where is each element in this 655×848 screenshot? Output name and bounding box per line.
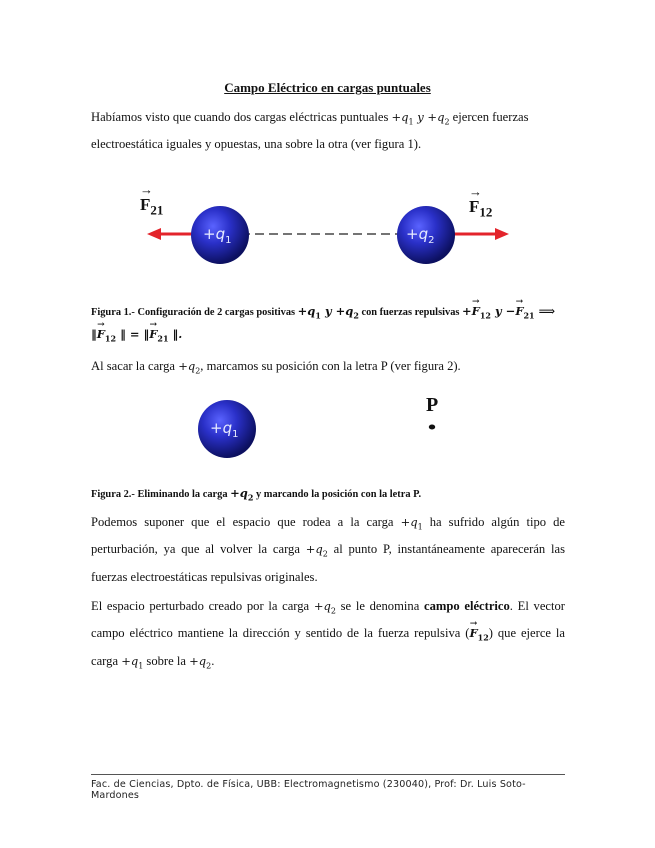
- page-title: Campo Eléctrico en cargas puntuales: [224, 80, 431, 95]
- footer-divider: [91, 774, 565, 775]
- figure-1-caption: Figura 1.- Configuración de 2 cargas positivas $+q_1$ $y +q_2$ con fuerzas repulsivas +→ $F_{12}$ $y -\to F_{21}$ ⟹ ‖→ $F_{12}$ ‖ = ‖→ $F_{21}$ ‖.: [91, 302, 565, 349]
- math-q1-y-q2: $+q_1$ $y +q_2$: [391, 110, 450, 127]
- point-p-label: P: [426, 394, 439, 416]
- figure-2: [91, 392, 565, 467]
- term-electric-field: campo eléctrico: [423, 599, 510, 613]
- force-label-f21: → $F_{21}$: [140, 182, 164, 218]
- removal-paragraph: Al sacar la carga $+q_2$, marcamos su posición con la letra P (ver figura 2).: [91, 359, 461, 376]
- intro-text-1: Habíamos visto que cuando dos cargas eléctricas puntuales: [91, 110, 392, 124]
- force-label-f12: → $F_{12}$: [469, 184, 493, 220]
- charge-label-q2: $+q_2$: [406, 225, 435, 246]
- page-footer: Fac. de Ciencias, Dpto. de Física, UBB: Electromagnetismo (230040), Prof: Dr. Luis Soto-Mardones: [91, 779, 526, 801]
- figure-2-drawing: [91, 392, 565, 467]
- perturbation-paragraph: Podemos suponer que el espacio que rodea a la carga $+q_1$ ha sufrido algún tipo de perturbación, ya que al volver la carga $+q_2$ al punto P, instantáneamente aparecerán las fuerzas electroestáticas repulsivas originales.: [91, 515, 566, 584]
- force-arrowhead-right: [495, 228, 509, 240]
- electric-field-paragraph: El espacio perturbado creado por la carga $+q_2$ se le denomina campo eléctrico. El vector campo eléctrico mantiene la dirección y sentido de la fuerza repulsiva (→ $F_{12}$) que ejerce la carga $+q_1$ sobre la $+q_2$.: [91, 595, 565, 677]
- force-arrowhead-left: [147, 228, 161, 240]
- charge-label-q1-fig2: $+q_1$: [210, 419, 239, 440]
- intro-text-2: ejercen fuerzas electroestática iguales y opuestas, una sobre la otra (ver figura 1).: [91, 110, 529, 152]
- figure-1: [91, 178, 565, 288]
- intro-paragraph: [91, 106, 565, 156]
- figure-2-caption: Figura 2.- Eliminando la carga $+q_2$ y marcando la posición con la letra P.: [91, 486, 422, 503]
- point-p-dot: [429, 425, 435, 430]
- charge-label-q1: $+q_1$: [203, 225, 232, 246]
